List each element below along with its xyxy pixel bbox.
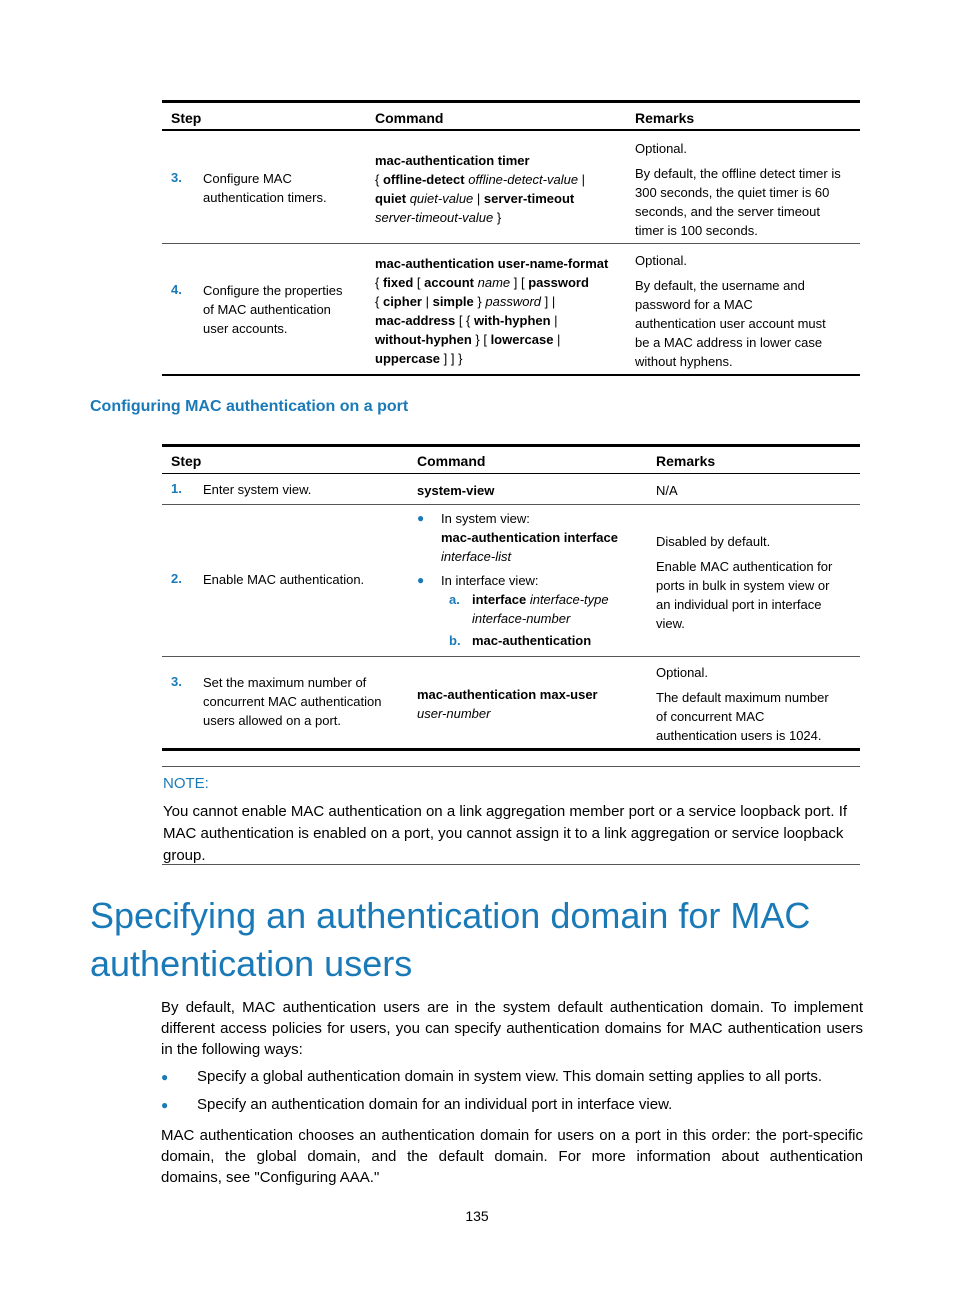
page-number: 135 [465, 1208, 489, 1224]
bullet-dot-icon: ● [161, 1098, 169, 1112]
table2-row1-remarks: N/A [656, 483, 678, 498]
main-heading: Specifying an authentication domain for MAC authentication users [90, 895, 811, 984]
table2-row2-num: 2. [171, 571, 182, 586]
table1-row2-command: mac-authentication user-name-format { fixed [ account name ] [ password { cipher | simple } password ] | mac-address [ { with-hyphen | without-hyphen } [ lowercase | uppercase ] ] } [375, 256, 609, 366]
table1-row1-step: Configure MAC authentication timers. [203, 171, 327, 205]
table2-row2-divider [162, 656, 860, 657]
table2-row3-remarks: Optional. The default maximum number of concurrent MAC authentication users is 1024. [656, 665, 829, 743]
table1-row1-num: 3. [171, 170, 182, 185]
table2-row1-num: 1. [171, 481, 182, 496]
section-heading: Configuring MAC authentication on a port [90, 398, 409, 415]
table2-row3-step: Set the maximum number of concurrent MAC authentication users allowed on a port. [203, 675, 382, 728]
table1-bottom-rule [162, 374, 860, 376]
table2-top-rule [162, 444, 860, 447]
table2-header-remarks: Remarks [656, 453, 716, 469]
table2-row2-remarks: Disabled by default. Enable MAC authentication for ports in bulk in system view or an individual port in interface view. [656, 534, 833, 631]
table2-row1-divider [162, 504, 860, 505]
table2-bottom-rule [162, 748, 860, 751]
note-text: You cannot enable MAC authentication on a link aggregation member port or a service loopback port. If MAC authentication is enabled on a port, you cannot assign it to a link aggregation or service loopback group. [163, 803, 848, 864]
table1-row2-remarks: Optional. By default, the username and password for a MAC authentication user account must be a MAC address in lower case without hyphens. [635, 253, 826, 369]
table2-header-command: Command [417, 453, 486, 469]
table1-row-divider [162, 243, 860, 244]
note-top-rule [162, 766, 860, 767]
table2-header-rule [162, 473, 860, 474]
table2-row2-command: ● In system view: mac-authentication interface interface-list ● In interface view: a. interface interface-type interface-number b. mac-authentication [417, 511, 618, 648]
table1-top-rule [162, 100, 860, 103]
table1-row2-step: Configure the properties of MAC authentication user accounts. [203, 283, 343, 336]
bullet-dot-icon: ● [417, 511, 425, 525]
table2-row2-step: Enable MAC authentication. [203, 572, 365, 587]
table1-row1-command: mac-authentication timer { offline-detect offline-detect-value | quiet quiet-value | server-timeout server-timeout-value } [375, 153, 586, 225]
table2-row3-command: mac-authentication max-user user-number [417, 687, 598, 721]
table2-row3-num: 3. [171, 674, 182, 689]
table1-header-step: Step [171, 110, 202, 126]
bullet-dot-icon: ● [161, 1070, 169, 1084]
table1-header-rule [162, 129, 860, 131]
table1-header-command: Command [375, 110, 444, 126]
bullet-dot-icon: ● [417, 573, 425, 587]
table1-header-remarks: Remarks [635, 110, 695, 126]
table1-row2-num: 4. [171, 282, 182, 297]
table2-row1-command: system-view [417, 483, 495, 498]
note-label: NOTE: [163, 775, 209, 792]
closing-paragraph: MAC authentication chooses an authentication domain for users on a port in this order: the port-specific domain, the global domain, and the default domain. For more information about authentication domains, see "Configuring AAA." [161, 1127, 863, 1186]
table2-row1-step: Enter system view. [203, 482, 312, 497]
note-bottom-rule [162, 864, 860, 865]
intro-paragraph: By default, MAC authentication users are in the system default authentication domain. To implement different access policies for users, you can specify authentication domains for MAC authentication users in the following ways: [161, 999, 863, 1058]
table1-row1-remarks: Optional. By default, the offline detect timer is 300 seconds, the quiet timer is 60 seconds, and the server timeout timer is 100 seconds. [635, 141, 841, 238]
table2-header-step: Step [171, 453, 202, 469]
